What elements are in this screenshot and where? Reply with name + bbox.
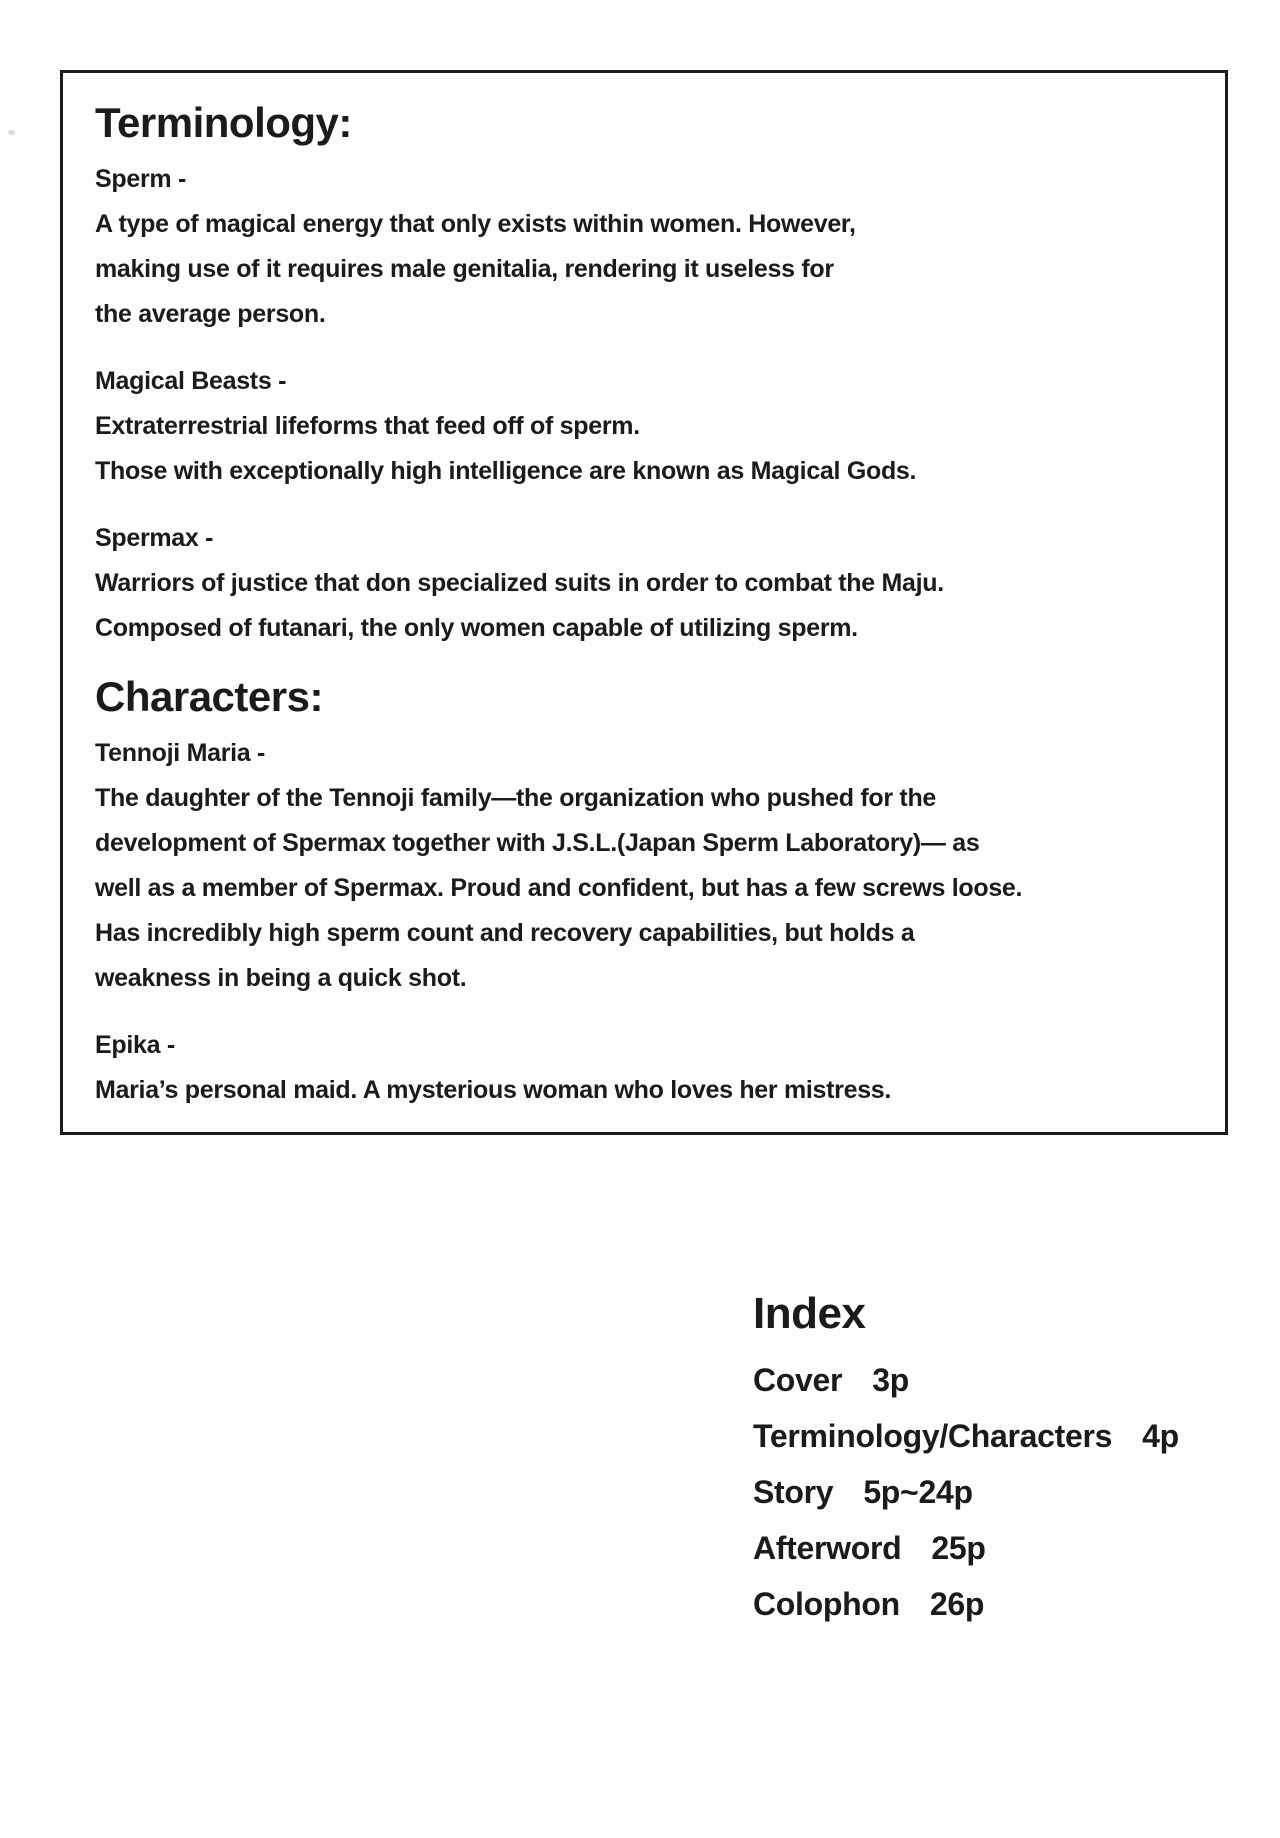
terminology-heading: Terminology:	[95, 99, 352, 146]
index-entry-terminology-characters	[753, 1408, 1179, 1464]
entry-text-line: A type of magical energy that only exists within women. However,	[95, 210, 856, 238]
index-entry-label: Terminology/Characters	[753, 1418, 1113, 1454]
entry-epika	[95, 1023, 1205, 1113]
scan-artifact-speck	[8, 130, 15, 135]
entry-magical-beasts	[95, 359, 1205, 494]
term-spermax: Spermax -	[95, 524, 214, 552]
index-block	[753, 1288, 1179, 1632]
entry-text-line: Composed of futanari, the only women capable of utilizing sperm.	[95, 614, 858, 642]
entry-text-line: making use of it requires male genitalia, rendering it useless for	[95, 255, 834, 283]
entry-spermax	[95, 516, 1205, 651]
entry-text-line: the average person.	[95, 300, 326, 328]
index-entry-label: Cover	[753, 1362, 843, 1398]
index-entry-pages: 4p	[1142, 1418, 1179, 1454]
term-tennoji-maria: Tennoji Maria -	[95, 739, 266, 767]
index-entry-cover	[753, 1352, 1179, 1408]
terminology-characters-box	[60, 70, 1228, 1135]
index-entry-afterword	[753, 1520, 1179, 1576]
index-entry-pages: 3p	[872, 1362, 909, 1398]
entry-text-line: Maria’s personal maid. A mysterious woman who loves her mistress.	[95, 1076, 892, 1104]
entry-text-line: The daughter of the Tennoji family—the organization who pushed for the	[95, 784, 937, 812]
entry-text-line: development of Spermax together with J.S.L.(Japan Sperm Laboratory)— as	[95, 829, 980, 857]
index-entry-pages: 26p	[929, 1586, 985, 1622]
entry-text-line: Has incredibly high sperm count and recovery capabilities, but holds a	[95, 919, 915, 947]
index-entry-pages: 5p~24p	[863, 1474, 973, 1510]
index-entry-pages: 25p	[931, 1530, 986, 1566]
term-sperm: Sperm -	[95, 165, 186, 193]
characters-heading: Characters:	[95, 673, 323, 720]
term-magical-beasts: Magical Beasts -	[95, 367, 287, 395]
index-entry-story	[753, 1464, 1179, 1520]
index-entry-label: Story	[753, 1474, 834, 1510]
index-entry-colophon	[753, 1576, 1179, 1632]
entry-text-line: well as a member of Spermax. Proud and confident, but has a few screws loose.	[95, 874, 1023, 902]
index-entry-label: Colophon	[753, 1586, 900, 1622]
entry-text-line: Those with exceptionally high intelligence are known as Magical Gods.	[95, 457, 917, 485]
entry-text-line: Extraterrestrial lifeforms that feed off of sperm.	[95, 412, 640, 440]
index-heading: Index	[753, 1289, 866, 1338]
term-epika: Epika -	[95, 1031, 175, 1059]
entry-text-line: Warriors of justice that don specialized suits in order to combat the Maju.	[95, 569, 944, 597]
entry-sperm	[95, 157, 1205, 337]
entry-text-line: weakness in being a quick shot.	[95, 964, 467, 992]
entry-tennoji-maria	[95, 731, 1205, 1001]
index-entry-label: Afterword	[753, 1530, 902, 1566]
